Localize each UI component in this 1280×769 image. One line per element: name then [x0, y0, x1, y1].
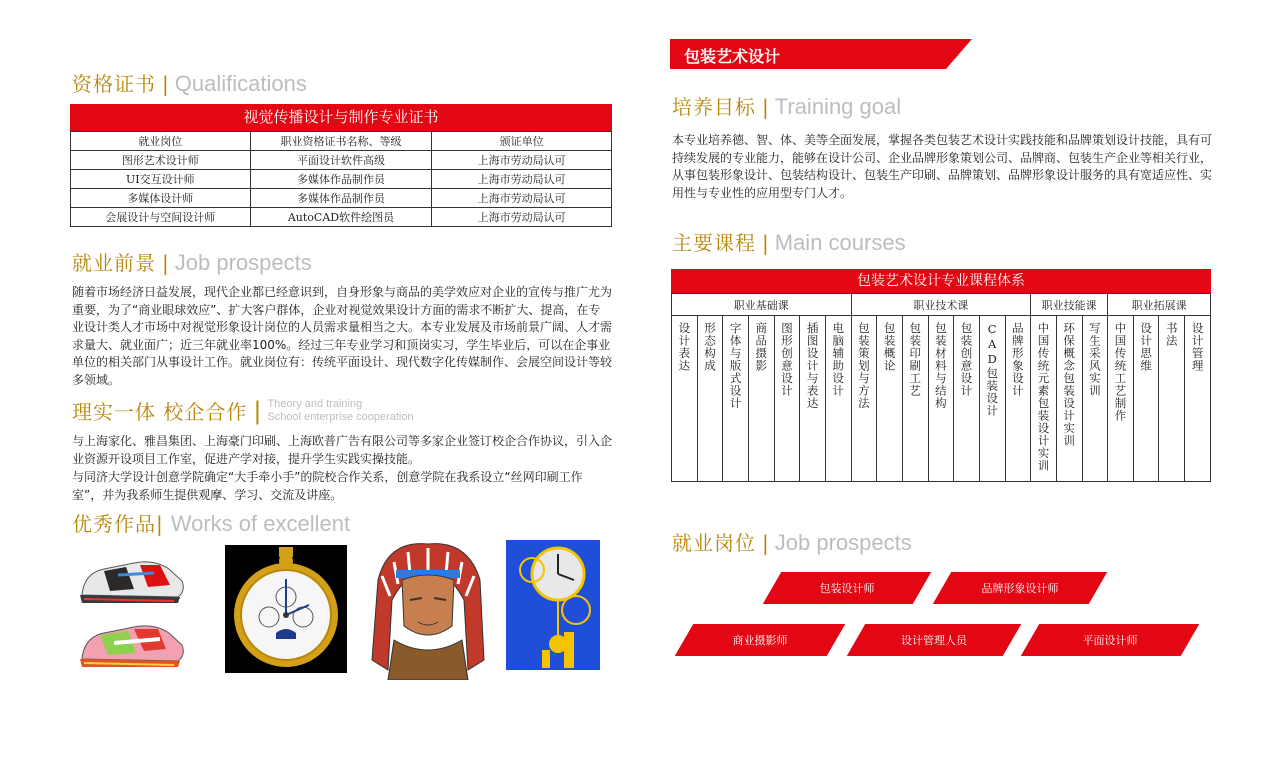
course-cell: 图形创意设计: [779, 322, 794, 397]
job-tag: 包装设计师: [772, 572, 922, 604]
course-cell: 环保概念包装设计实训: [1062, 322, 1077, 447]
separator: |: [762, 95, 769, 119]
course-cell: CAD包装设计: [985, 322, 1000, 417]
table-cell: 上海市劳动局认可: [432, 189, 612, 208]
course-cell: 设计管理: [1190, 322, 1205, 372]
job-prospects-heading: [72, 247, 312, 276]
banner-title: 包装艺术设计: [684, 47, 781, 66]
section-title-en: Job prospects: [774, 530, 912, 555]
pocket-watch-image: [225, 545, 347, 673]
separator: |: [253, 396, 262, 425]
job-tag: 设计管理人员: [856, 624, 1012, 656]
course-cell: 包装创意设计: [959, 322, 974, 397]
section-title-cn: 优秀作品: [72, 512, 156, 536]
section-title-cn: 就业岗位: [672, 531, 756, 555]
table-cell: 多媒体作品制作员: [250, 189, 432, 208]
course-cell: 插图设计与表达: [805, 322, 820, 410]
course-cell: 商品摄影: [754, 322, 769, 372]
course-cell: 中国传统元素包装设计实训: [1036, 322, 1051, 472]
job-positions-heading: [672, 527, 912, 556]
table-cell: 平面设计软件高级: [250, 151, 432, 170]
section-title-cn: 培养目标: [672, 95, 756, 119]
table-cell: 上海市劳动局认可: [432, 208, 612, 227]
section-title-en: Works of excellent: [170, 511, 351, 536]
course-cell: 包装印刷工艺: [908, 322, 923, 397]
table-cell: AutoCAD软件绘图员: [250, 208, 432, 227]
table-cell: 上海市劳动局认可: [432, 170, 612, 189]
clock-poster-image: [506, 540, 600, 670]
table-row: [71, 170, 612, 189]
table-row: [71, 151, 612, 170]
table-cell: 上海市劳动局认可: [432, 151, 612, 170]
table-row: [71, 208, 612, 227]
training-goal-text: 本专业培养德、智、体、美等全面发展，掌握各类包装艺术设计实践技能和品牌策划设计技能，具有可持续发展的专业能力，能够在设计公司、企业品牌形象策划公司、品牌商、包装生产企业等相关行业，从事包装形象设计、包装结构设计、包装生产印刷、品牌策划、品牌形象设计服务的具有宽适应性、实用性与专业性的应用型专门人才。: [672, 133, 1213, 200]
course-cell: 包装策划与方法: [856, 322, 871, 410]
separator: |: [162, 72, 169, 96]
separator: |: [762, 531, 769, 555]
course-system-table: [671, 269, 1211, 482]
course-cell: 包装材料与结构: [933, 322, 948, 410]
job-tag: 平面设计师: [1030, 624, 1190, 656]
table-header: 职业资格证书名称、等级: [250, 132, 432, 151]
main-courses-heading: [672, 227, 906, 256]
cooperation-text-2: 与同济大学设计创意学院确定“大手牵小手”的院校合作关系，创意学院在我系设立“丝网印刷工作室”，并为我系师生提供观摩、学习、交流及讲座。: [72, 470, 583, 502]
program-banner: [670, 39, 972, 69]
separator: |: [762, 231, 769, 255]
course-cell: 品牌形象设计: [1010, 322, 1025, 397]
section-title-en: Qualifications: [174, 71, 307, 96]
table-cell: UI交互设计师: [71, 170, 251, 189]
course-group-row: [672, 294, 1211, 316]
cooperation-text-1: 与上海家化、雅昌集团、上海豪门印刷、上海欧普广告有限公司等多家企业签订校企合作协议，引入企业资源开设项目工作室，促进产学对接，提升学生实践实操技能。: [72, 434, 613, 466]
cert-table-title: 视觉传播设计与制作专业证书: [70, 104, 612, 131]
course-group: 职业基础课: [672, 294, 852, 316]
section-title-cn: 理实一体 校企合作: [72, 400, 248, 424]
course-cell: 电脑辅助设计: [831, 322, 846, 397]
section-title-en: School enterprise cooperation: [267, 410, 414, 423]
table-row: [71, 189, 612, 208]
job-prospects-text: 随着市场经济日益发展，现代企业都已经意识到，自身形象与商品的美学效应对企业的宣传与推广尤为重要，为了“商业眼球效应”、扩大客户群体，企业对视觉效果设计方面的需求不断扩大、提高，在专业设计类人才市场中对视觉形象设计岗位的人员需求量相当之大。本专业发展及市场前景广阔、人才需求量大、就业面广；近三年就业率100%。经过三年专业学习和顶岗实习，学生毕业后，可以在企事业单位的相关部门从事设计工作。就业岗位有：传统平面设计、现代数字化传媒制作、会展空间设计等较多领域。: [72, 285, 613, 387]
training-goal-heading: [672, 91, 901, 120]
course-cell: 形态构成: [702, 322, 717, 372]
course-group: 职业拓展课: [1108, 294, 1211, 316]
cooperation-heading: [72, 396, 414, 425]
table-header: 就业岗位: [71, 132, 251, 151]
section-title-cn: 资格证书: [72, 72, 156, 96]
native-chief-illustration: [368, 540, 488, 680]
course-table-title: 包装艺术设计专业课程体系: [671, 269, 1211, 293]
section-title-cn: 主要课程: [672, 231, 756, 255]
course-cell: 写生采风实训: [1087, 322, 1102, 397]
table-header: 颁证单位: [432, 132, 612, 151]
qualifications-heading: [72, 68, 307, 97]
course-row: [672, 316, 1211, 482]
section-title-en: Main courses: [774, 230, 906, 255]
section-title-en: Job prospects: [174, 250, 312, 275]
table-cell: 多媒体设计师: [71, 189, 251, 208]
course-table-grid: [671, 293, 1211, 482]
course-cell: 书法: [1164, 322, 1179, 347]
section-title-cn: 就业前景: [72, 251, 156, 275]
works-heading: [72, 508, 350, 537]
job-tag: 商业摄影师: [684, 624, 836, 656]
cert-table-grid: [70, 131, 612, 227]
table-cell: 会展设计与空间设计师: [71, 208, 251, 227]
course-cell: 中国传统工艺制作: [1113, 322, 1128, 422]
course-group: 职业技术课: [851, 294, 1031, 316]
table-header-row: [71, 132, 612, 151]
course-cell: 设计思维: [1139, 322, 1154, 372]
course-group: 职业技能课: [1031, 294, 1108, 316]
sneakers-image: [74, 545, 192, 675]
separator: |: [162, 251, 169, 275]
section-title-en: Training goal: [774, 94, 902, 119]
table-cell: 图形艺术设计师: [71, 151, 251, 170]
certificate-table: [70, 104, 612, 227]
course-cell: 设计表达: [677, 322, 692, 372]
separator: |: [156, 512, 163, 536]
course-cell: 包装概论: [882, 322, 897, 372]
course-cell: 字体与版式设计: [728, 322, 743, 410]
job-tag: 品牌形象设计师: [942, 572, 1098, 604]
table-cell: 多媒体作品制作员: [250, 170, 432, 189]
section-title-en: Theory and training: [267, 397, 363, 410]
